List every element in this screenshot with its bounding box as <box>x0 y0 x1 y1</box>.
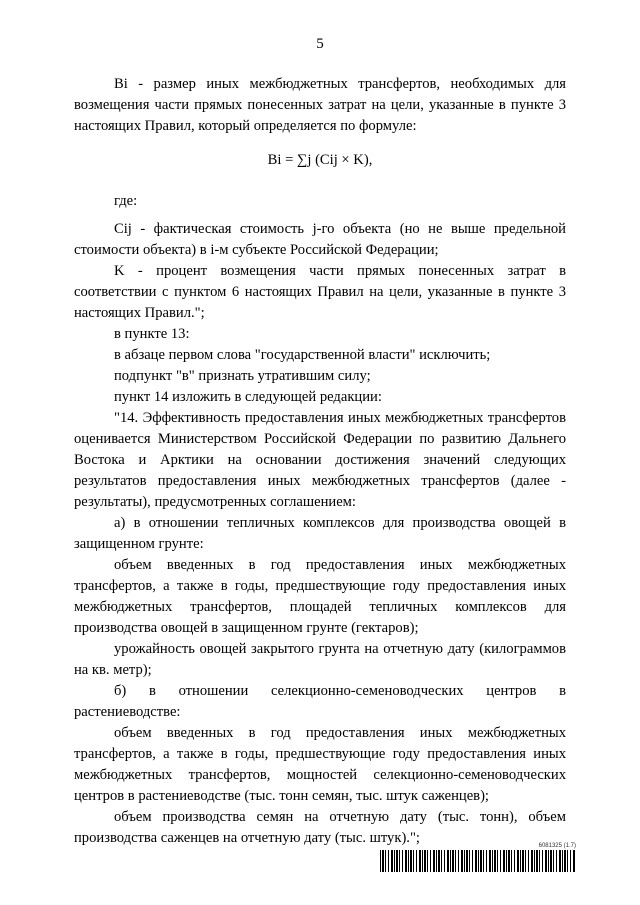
paragraph-bi-definition: Bi - размер иных межбюджетных трансфертов, необходимых для возмещения части прямых понесенных затрат на цели, указанные в пункте 3 настоящих Правил, который определяется по формуле: <box>74 76 566 134</box>
paragraph-center-volume: объем введенных в год предоставления иных межбюджетных трансфертов, а также в годы, предшествующие году предоставления иных межбюджетных трансфертов, мощностей селекционно-семеноводческих центров в растениеводстве (тыс. тонн семян, тыс. штук саженцев); <box>74 725 566 804</box>
document-body <box>74 74 566 849</box>
paragraph-item-a: а) в отношении тепличных комплексов для производства овощей в защищенном грунте: <box>74 515 566 552</box>
page-number: 5 <box>316 36 324 52</box>
paragraph-point-13: в пункте 13: <box>114 326 190 342</box>
barcode-block <box>380 843 576 872</box>
paragraph-item-b: б) в отношении селекционно-семеноводческих центров в растениеводстве: <box>74 683 566 720</box>
paragraph-point-14: "14. Эффективность предоставления иных межбюджетных трансфертов оценивается Министерством Российской Федерации по развитию Дальнего Востока и Арктики на основании достижения значений следующих результатов предоставления иных межбюджетных трансфертов (далее - результаты), предусмотренных соглашением: <box>74 410 566 510</box>
paragraph-greenhouse-volume: объем введенных в год предоставления иных межбюджетных трансфертов, а также в годы, предшествующие году предоставления иных межбюджетных трансфертов, площадей тепличных комплексов для производства овощей в защищенном грунте (гектаров); <box>74 557 566 636</box>
paragraph-k-definition: K - процент возмещения части прямых понесенных затрат в соответствии с пунктом 6 настоящих Правил на цели, указанные в пункте 3 настоящих Правил."; <box>74 263 566 321</box>
paragraph-point-14-intro: пункт 14 изложить в следующей редакции: <box>114 389 382 405</box>
barcode-id: 6081325 (1.7) <box>538 843 576 849</box>
formula: Bi = ∑j (Cij × K), <box>267 152 373 168</box>
paragraph-cij-definition: Cij - фактическая стоимость j-го объекта (но не выше предельной стоимости объекта) в i-м субъекте Российской Федерации; <box>74 221 566 258</box>
paragraph-where: где: <box>114 193 138 209</box>
paragraph-subpoint-v: подпункт "в" признать утратившим силу; <box>114 368 371 384</box>
paragraph-yield: урожайность овощей закрытого грунта на отчетную дату (килограммов на кв. метр); <box>74 641 566 678</box>
paragraph-production-volume: объем производства семян на отчетную дату (тыс. тонн), объем производства саженцев на отчетную дату (тыс. штук)."; <box>74 809 566 846</box>
barcode-image <box>380 850 576 872</box>
paragraph-first-abzac: в абзаце первом слова "государственной власти" исключить; <box>114 347 491 363</box>
